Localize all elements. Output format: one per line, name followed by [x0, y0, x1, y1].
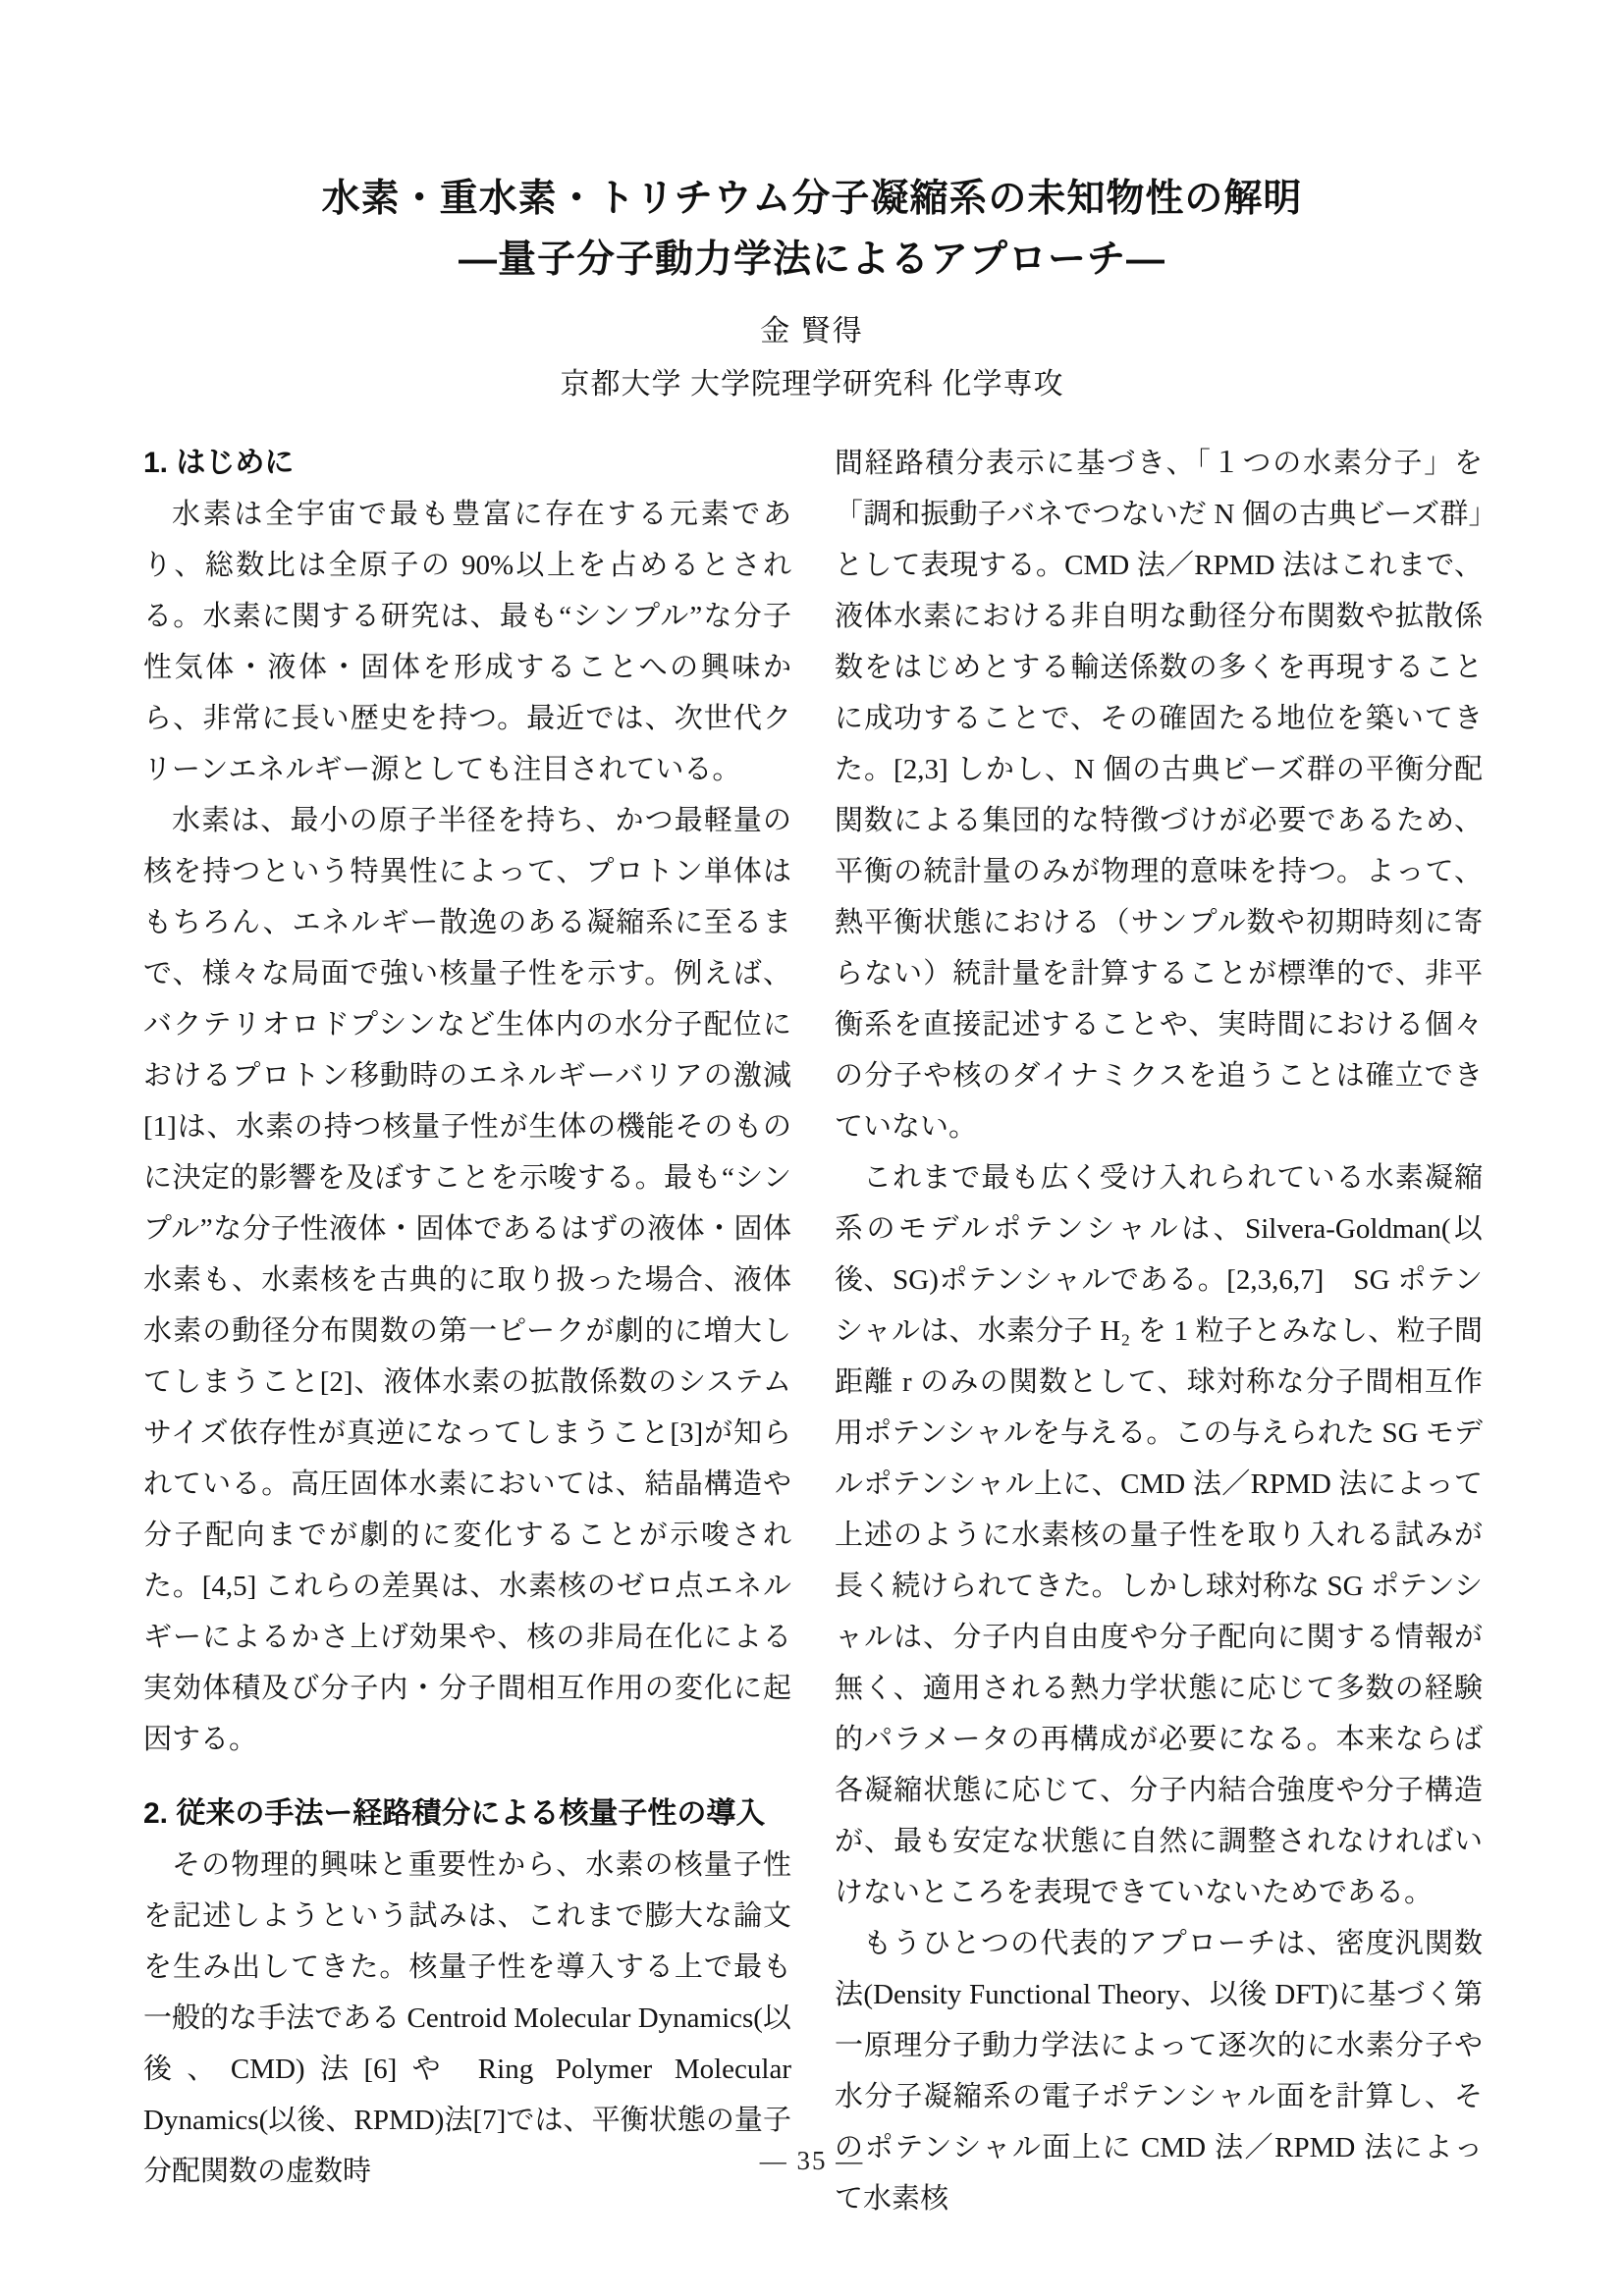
right-column-paragraph-3: もうひとつの代表的アプローチは、密度汎関数法(Density Functional Theory、以後 DFT)に基づく第一原理分子動力学法によって逐次的に水素分子や水分子凝縮系の電子ポテンシャル面を計算し、そのポテンシャル面上に CMD 法／RPMD 法によって水素核: [835, 1928, 1483, 2215]
author-name: 金 賢得: [760, 315, 864, 347]
author-affiliation: 京都大学 大学院理学研究科 化学専攻: [560, 368, 1064, 400]
two-column-body: [143, 438, 1483, 2224]
paper-title-line-1: 水素・重水素・トリチウム分子凝縮系の未知物性の解明: [321, 178, 1303, 220]
document-header: [0, 169, 1624, 404]
section-1-heading: 1. はじめに: [143, 447, 295, 479]
section-2-heading: 2. 従来の手法ー経路積分による核量子性の導入: [143, 1797, 766, 1830]
left-column: [143, 438, 791, 2224]
page-footer: [0, 2146, 1624, 2176]
right-column-paragraph-2: これまで最も広く受け入れられている水素凝縮系のモデルポテンシャルは、Silvera-Goldman(以後、SG)ポテンシャルである。[2,3,6,7] SG ポテンシャルは、水素分子 H₂ を 1 粒子とみなし、粒子間距離 r のみの関数として、球対称な分子間相互作用ポテンシャルを与える。この与えられた SG モデルポテンシャル上に、CMD 法／RPMD 法によって上述のように水素核の量子性を取り入れる試みが長く続けられてきた。しかし球対称な SG ポテンシャルは、分子内自由度や分子配向に関する情報が無く、適用される熱力学状態に応じて多数の経験的パラメータの再構成が必要になる。本来ならば各凝縮状態に応じて、分子内結合強度や分子構造が、最も安定な状態に自然に調整されなければいけないところを表現できていないためである。: [835, 1162, 1483, 1908]
right-column-paragraph-1: 間経路積分表示に基づき、「１つの水素分子」を「調和振動子バネでつないだ N 個の古典ビーズ群」として表現する。CMD 法／RPMD 法はこれまで、液体水素における非自明な動径分布関数や拡散係数をはじめとする輸送係数の多くを再現することに成功することで、その確固たる地位を築いてきた。[2,3] しかし、N 個の古典ビーズ群の平衡分配関数による集団的な特徴づけが必要であるため、平衡の統計量のみが物理的意味を持つ。よって、熱平衡状態における（サンプル数や初期時刻に寄らない）統計量を計算することが標準的で、非平衡系を直接記述することや、実時間における個々の分子や核のダイナミクスを追うことは確立できていない。: [835, 448, 1483, 1143]
page-number: — 35 —: [759, 2146, 865, 2175]
section-1-paragraph-2: 水素は、最小の原子半径を持ち、かつ最軽量の核を持つという特異性によって、プロトン単体はもちろん、エネルギー散逸のある凝縮系に至るまで、様々な局面で強い核量子性を示す。例えば、バクテリオロドプシンなど生体内の水分子配位におけるプロトン移動時のエネルギーバリアの激減[1]は、水素の持つ核量子性が生体の機能そのものに決定的影響を及ぼすことを示唆する。最も“シンプル”な分子性液体・固体であるはずの液体・固体水素も、水素核を古典的に取り扱った場合、液体水素の動径分布関数の第一ピークが劇的に増大してしまうこと[2]、液体水素の拡散係数のシステムサイズ依存性が真逆になってしまうこと[3]が知られている。高圧固体水素においては、結晶構造や分子配向までが劇的に変化することが示唆された。[4,5] これらの差異は、水素核のゼロ点エネルギーによるかさ上げ効果や、核の非局在化による実効体積及び分子内・分子間相互作用の変化に起因する。: [143, 805, 791, 1755]
right-column: [835, 438, 1483, 2224]
section-1-paragraph-1: 水素は全宇宙で最も豊富に存在する元素であり、総数比は全原子の 90%以上を占めるとされる。水素に関する研究は、最も“シンプル”な分子性気体・液体・固体を形成することへの興味から、非常に長い歴史を持つ。最近では、次世代クリーンエネルギー源としても注目されている。: [143, 499, 791, 785]
paper-title-line-2: —量子分子動力学法によるアプローチ—: [458, 239, 1165, 281]
section-2-paragraph-1: その物理的興味と重要性から、水素の核量子性を記述しようという試みは、これまで膨大な論文を生み出してきた。核量子性を導入する上で最も一般的な手法である Centroid Molecular Dynamics(以後、CMD)法[6]や Ring Polymer Molecular Dynamics(以後、RPMD)法[7]では、平衡状態の量子分配関数の虚数時: [143, 1849, 791, 2187]
